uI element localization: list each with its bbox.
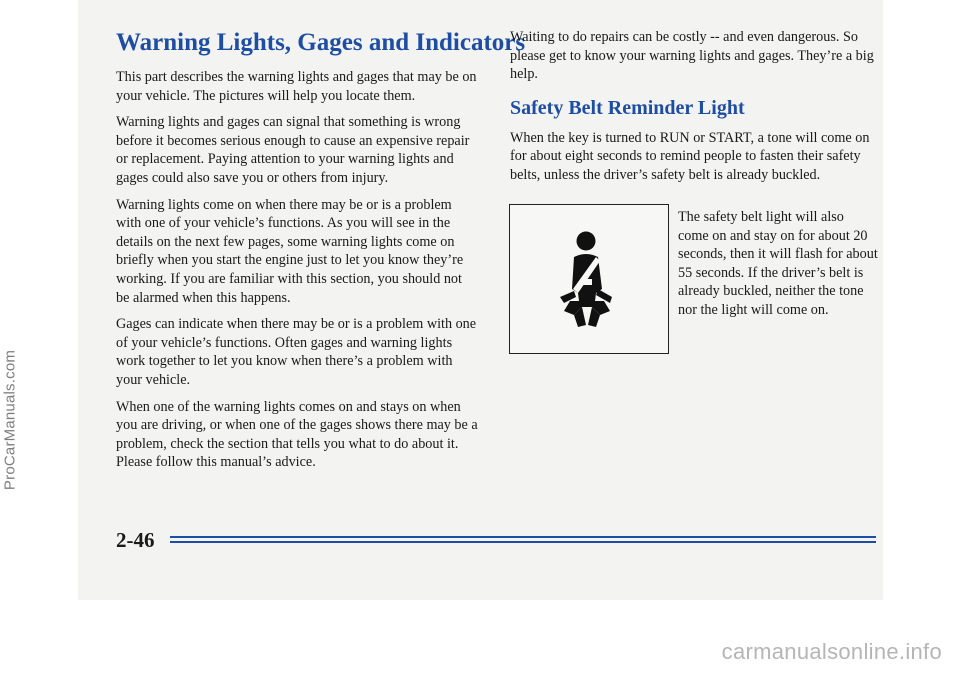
- paragraph-signal: Warning lights and gages can signal that something is wrong before it becomes serious enough to cause an expensive repair or replacement. Paying attention to your warning lights and gages could also save you or others from injury.: [116, 114, 470, 186]
- paragraph-reminder: When the key is turned to RUN or START, a tone will come on for about eight seconds to remind people to fasten their safety belts, unless the driver’s safety belt is already buckled.: [510, 129, 870, 183]
- seatbelt-figure: [509, 204, 669, 354]
- page-number: 2-46: [116, 528, 155, 552]
- right-column: [510, 28, 880, 193]
- paragraph-gages: Gages can indicate when there may be or is a problem with one of your vehicle’s functions. Often gages and warning lights work together to let you know when there’s a problem with your vehicle.: [116, 316, 477, 388]
- section-title: Safety Belt Reminder Light: [510, 96, 745, 119]
- side-watermark-text: ProCarManuals.com: [1, 349, 19, 491]
- left-column: [116, 28, 526, 480]
- side-watermark: [0, 0, 22, 675]
- paragraph-intro: This part describes the warning lights and gages that may be on your vehicle. The pictures will help you locate them.: [116, 69, 477, 104]
- footer-rule-bottom: [170, 541, 876, 543]
- paragraph-advice: When one of the warning lights comes on and stays on when you are driving, or when one of the gages shows there may be a problem, check the section that tells you what to do about it. Please follow this manual’s advice.: [116, 398, 478, 471]
- paragraph-repairs: Waiting to do repairs can be costly -- and even dangerous. So please get to know your warning lights and gages. They’re a big help.: [510, 29, 874, 83]
- footer-rule-top: [170, 536, 876, 538]
- paragraph-warning-lights: Warning lights come on when there may be or is a problem with one of your vehicle’s functions. As you will see in the details on the next few pages, some warning lights come on briefly when you start the engine just to let you know they’re working. If you are familiar with this section, you should not be alarmed when this happens.: [116, 196, 464, 306]
- page-title: Warning Lights, Gages and Indicators: [116, 29, 526, 56]
- seatbelt-icon: [552, 227, 626, 331]
- page-footer: [116, 528, 876, 552]
- bottom-watermark: carmanualsonline.info: [721, 639, 942, 664]
- belt-description: The safety belt light will also come on and stay on for about 20 seconds, then it will flash for about 55 seconds. If the driver’s belt is already buckled, neither the tone nor the light will come on.: [678, 209, 878, 318]
